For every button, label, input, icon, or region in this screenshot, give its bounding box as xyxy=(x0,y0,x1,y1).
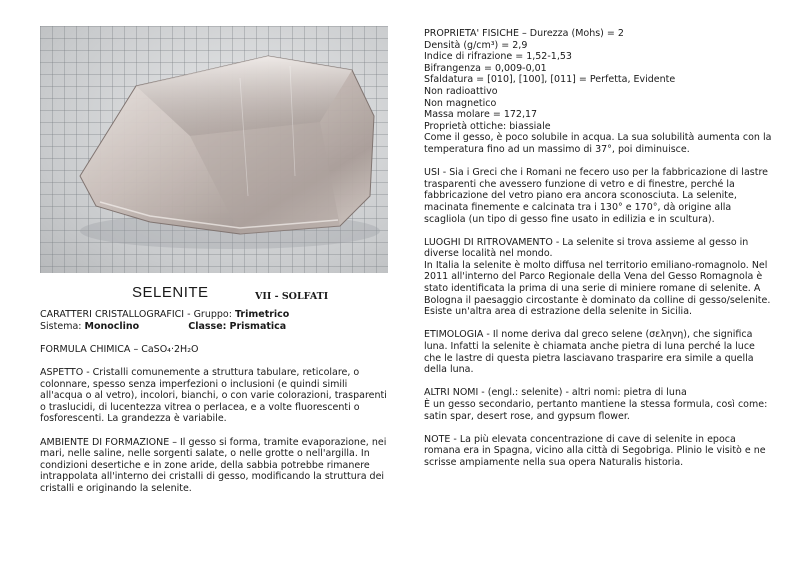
mineral-photo xyxy=(40,26,388,273)
crystal-illustration xyxy=(40,26,388,273)
notes-section: NOTE - La più elevata concentrazione di cave di selenite in epoca romana era in Spagna, vicino alla città di Segobriga. Plinio le visitò e ne scrisse ampiamente nella sua opera Naturalis historia. xyxy=(424,433,766,468)
right-column xyxy=(424,28,774,469)
mineral-class: VII - SOLFATI xyxy=(255,291,329,302)
title-row xyxy=(40,285,390,309)
crystallographic-characters: CARATTERI CRISTALLOGRAFICI - Gruppo: Trimetrico Sistema: Monoclino Classe: Prismatica xyxy=(40,309,290,332)
chemical-formula: FORMULA CHIMICA – CaSO₄·2H₂O xyxy=(40,343,199,355)
etymology-section: ETIMOLOGIA - Il nome deriva dal greco selene (σεληνη), che significa luna. Infatti la selenite è chiamata anche pietra di luna perché la luce che le lastre di questa pietra lasciavano trasparire era simile a quella della luna. xyxy=(424,329,755,376)
left-column xyxy=(40,26,390,495)
physical-properties-section: PROPRIETA' FISICHE – Durezza (Mohs) = 2 Densità (g/cm³) = 2,9 Indice di rifrazione = 1,52-1,53 Bifrangenza = 0,009-0,01 Sfaldatura = [010], [100], [011] = Perfetta, Evidente Non radioattivo Non magnetico Massa molare = 172,17 Proprietà ottiche: biassiale Come il gesso, è poco solubile in acqua. La sua solubilità aumenta con la temperatura fino ad un massimo di 37°, poi diminuisce. xyxy=(424,28,772,155)
mineral-name: SELENITE xyxy=(132,284,209,301)
appearance-section: ASPETTO - Cristalli comunemente a struttura tabulare, reticolare, o colonnare, spesso senza imperfezioni o inclusioni (e quindi simili all'acqua o al vetro), incolori, bianchi, o con varie colorazioni, trasparenti o traslucidi, di lucentezza vitrea o perlacea, e a volte fluorescenti o fosforescenti. La grandezza è variabile. xyxy=(40,366,387,425)
locations-section: LUOGHI DI RITROVAMENTO - La selenite si trova assieme al gesso in diverse località nel mondo. In Italia la selenite è molto diffusa nel territorio emiliano-romagnolo. Nel 2011 all'interno del Parco Regionale della Vena del Gesso Romagnola è stato identificata la prima di una serie di miniere romane di selenite. A Bologna il paesaggio circostante è dominato da colline di gesso/selenite. Esiste un'altra area di estrazione della selenite in Sicilia. xyxy=(424,236,771,318)
other-names-section: ALTRI NOMI - (engl.: selenite) - altri nomi: pietra di luna È un gesso secondario, pertanto mantiene la stessa formula, così come: satin spar, desert rose, and gypsum flower. xyxy=(424,387,768,422)
formation-environment-section: AMBIENTE DI FORMAZIONE – Il gesso si forma, tramite evaporazione, nei mari, nelle saline, nelle sorgenti salate, o nelle grotte o nell'argilla. In condizioni desertiche e in zone aride, della sabbia potrebbe rimanere intrappolata all'interno dei cristalli di gesso, modificando la struttura dei cristalli e originando la selenite. xyxy=(40,436,387,494)
uses-section: USI - Sia i Greci che i Romani ne fecero uso per la fabbricazione di lastre trasparenti che avessero funzione di vetro e di finestre, perché la fabbricazione del vetro piano era ancora sconosciuta. La selenite, macinata finemente e calcinata tra i 130° e 170°, dà origine alla scagliola (un tipo di gesso fine usato in edilizia e in scultura). xyxy=(424,167,768,225)
